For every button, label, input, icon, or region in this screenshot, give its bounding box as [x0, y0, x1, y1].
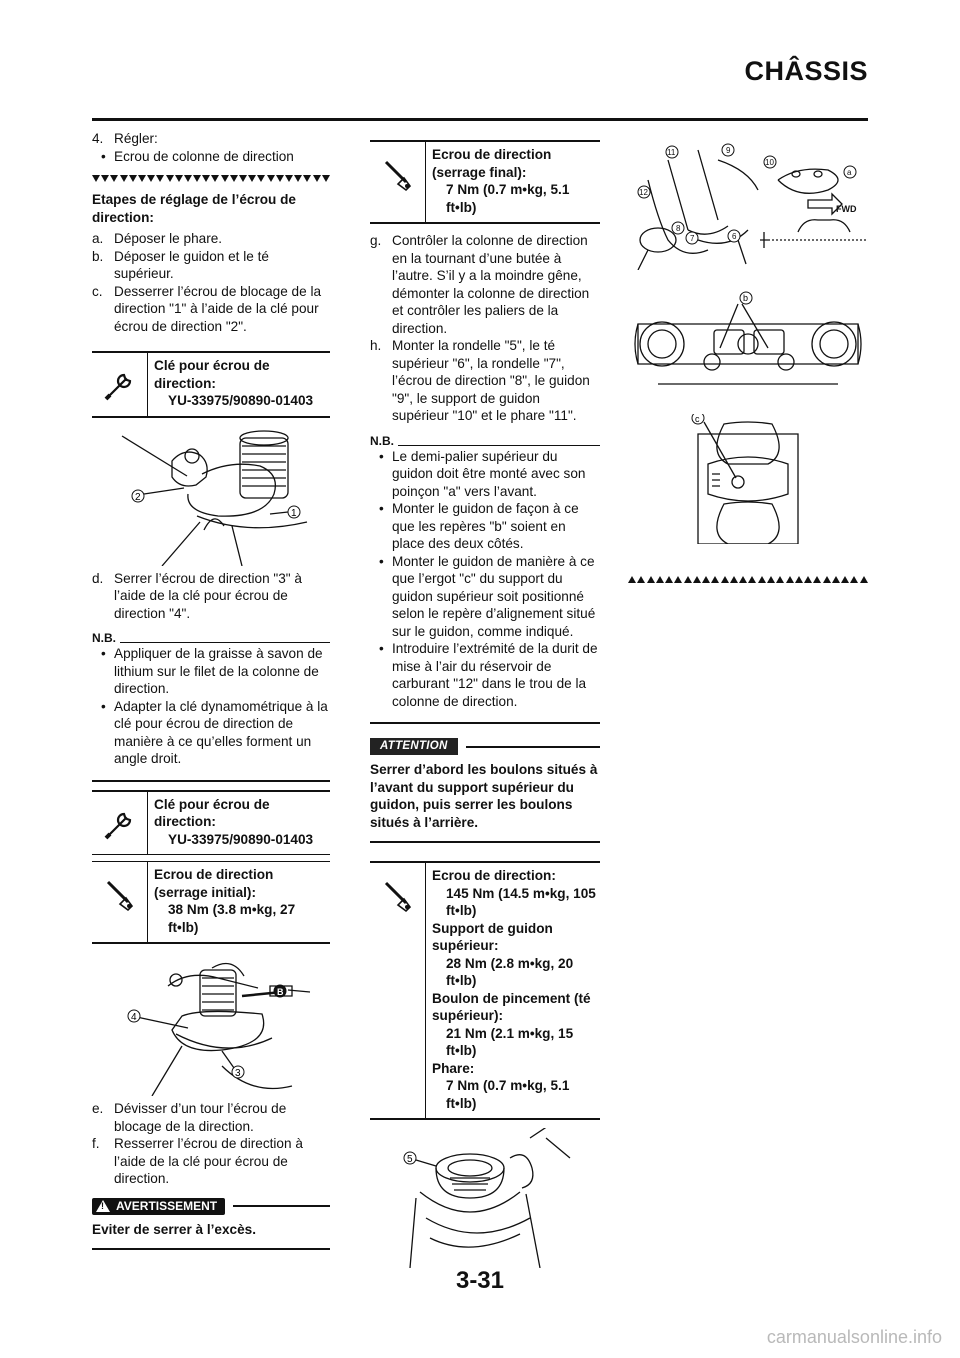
svg-text:2: 2 [135, 491, 141, 503]
step-b: b. Déposer le guidon et le té supérieur. [92, 248, 269, 281]
svg-text:8: 8 [676, 224, 681, 233]
svg-text:5: 5 [407, 1154, 413, 1165]
nb-item: • Appliquer de la graisse à savon de lithium sur le filet de la colonne de direction. [92, 645, 330, 698]
figure-washer-install [370, 1128, 600, 1268]
nb-item: • Introduire l’extrémité de la durit de mise à l’air du réservoir de carburant "12" dans le trou de la colonne de direction. [370, 640, 600, 710]
wrench-icon [92, 353, 148, 416]
procedure-start-marker [92, 175, 330, 185]
nb-item: • Adapter la clé dynamométrique à la clé pour écrou de direction de manière à ce qu’elles forment un angle droit. [92, 698, 330, 768]
column-3 [628, 140, 868, 592]
svg-text:b: b [743, 293, 749, 303]
attention-text: Serrer d’abord les boulons situés à l’avant du support supérieur du guidon, puis serrer les boulons situés à l’arrière. [370, 762, 598, 830]
nb-header: N.B. [92, 632, 330, 645]
svg-text:a: a [847, 168, 852, 177]
header-rule [92, 118, 868, 121]
warning-end-rule [92, 1248, 330, 1250]
warning-header [92, 1198, 330, 1215]
svg-text:c: c [695, 414, 700, 424]
torque-wrench-icon [370, 863, 426, 1118]
column-2 [370, 140, 600, 1268]
svg-text:B: B [277, 987, 284, 997]
torque-wrench-icon [92, 862, 148, 942]
step-4: 4. Régler: [92, 131, 158, 146]
svg-text:6: 6 [732, 232, 737, 241]
nb-end-rule [370, 722, 600, 724]
figure-steering-nut-tighten [92, 956, 330, 1096]
page-number: 3-31 [455, 1267, 505, 1294]
nb-item: • Monter le guidon de façon à ce que les repères "b" soient en place des deux côtés. [370, 500, 600, 553]
svg-text:1: 1 [291, 507, 297, 519]
step-d: d. Serrer l’écrou de direction "3" à l’aide de la clé pour écrou de direction "4". [92, 570, 302, 621]
step-a: a. Déposer le phare. [92, 231, 223, 246]
svg-text:4: 4 [131, 1012, 137, 1023]
figure-top-bracket [628, 284, 868, 404]
page-title: CHÂSSIS [744, 56, 868, 86]
figure-handlebar-assembly [628, 140, 868, 270]
svg-text:7: 7 [690, 234, 695, 243]
nb-item: • Le demi-palier supérieur du guidon doit être monté avec son poinçon "a" vers l’avant. [370, 448, 600, 501]
nb-header: N.B. [370, 435, 600, 448]
svg-text:10: 10 [765, 158, 774, 167]
figure-handlebar-alignment [628, 414, 868, 544]
procedure-heading: Etapes de réglage de l’écrou de direction: [92, 192, 296, 225]
nb-item: • Monter le guidon de manière à ce que l’ergot "c" du support du guidon supérieur soit positionné selon le repère d’alignement situé sur le guidon, comme indiqué. [370, 553, 600, 641]
svg-text:12: 12 [639, 188, 648, 197]
step-e: e. Dévisser d’un tour l’écrou de blocage de la direction. [92, 1101, 287, 1134]
warning-triangle-icon [96, 1200, 110, 1212]
fwd-label: FWD [836, 204, 857, 214]
figure-steering-nut-loosen [92, 426, 330, 566]
procedure-end-marker [628, 576, 868, 586]
step-g: g. Contrôler la colonne de direction en la tournant d’une butée à l’autre. S’il y a la moindre gêne, démonter la colonne de direction et contrôler les paliers de la direction. [370, 233, 590, 336]
spec-box-torque-multi: Ecrou de direction: 145 Nm (14.5 m•kg, 105 ft•lb) Support de guidon supérieur: 28 Nm (2.8 m•kg, 20 ft•lb) Boulon de pincement (té supérieur): 21 Nm (2.1 m•kg, 15 ft•lb) Phare: 7 Nm (0.7 m•kg, 5.1 ft•lb) [370, 861, 600, 1120]
attention-header [370, 738, 600, 755]
svg-text:11: 11 [667, 148, 676, 157]
spec-box-torque-initial: Ecrou de direction (serrage initial): 38 Nm (3.8 m•kg, 27 ft•lb) [92, 861, 330, 944]
bullet-item: • Ecrou de colonne de direction [92, 148, 330, 166]
attention-badge: ATTENTION [370, 738, 458, 755]
spec-box-wrench-2: Clé pour écrou de direction: YU-33975/90890-01403 [92, 790, 330, 856]
torque-wrench-icon [370, 142, 426, 222]
watermark: carmanualsonline.info [766, 1327, 942, 1347]
column-1 [92, 130, 330, 1258]
step-c: c. Desserrer l’écrou de blocage de la direction "1" à l’aide de la clé pour écrou de direction "2". [92, 283, 322, 334]
step-f: f. Resserrer l’écrou de direction à l’aide de la clé pour écrou de direction. [92, 1136, 303, 1186]
svg-text:3: 3 [235, 1068, 241, 1079]
spec-box-torque-final: Ecrou de direction (serrage final): 7 Nm (0.7 m•kg, 5.1 ft•lb) [370, 140, 600, 224]
nb-end-rule [92, 780, 330, 782]
warning-text: Eviter de serrer à l’excès. [92, 1221, 256, 1237]
svg-text:9: 9 [726, 146, 731, 155]
warning-badge: ! AVERTISSEMENT [92, 1198, 225, 1215]
attention-end-rule [370, 841, 600, 843]
spec-box-wrench: Clé pour écrou de direction: YU-33975/90890-01403 [92, 351, 330, 418]
wrench-icon [92, 792, 148, 855]
step-h: h. Monter la rondelle "5", le té supérieur "6", la rondelle "7", l’écrou de direction "8", le guidon "9", le support de guidon supérieur "10" et le phare "11". [370, 338, 590, 423]
